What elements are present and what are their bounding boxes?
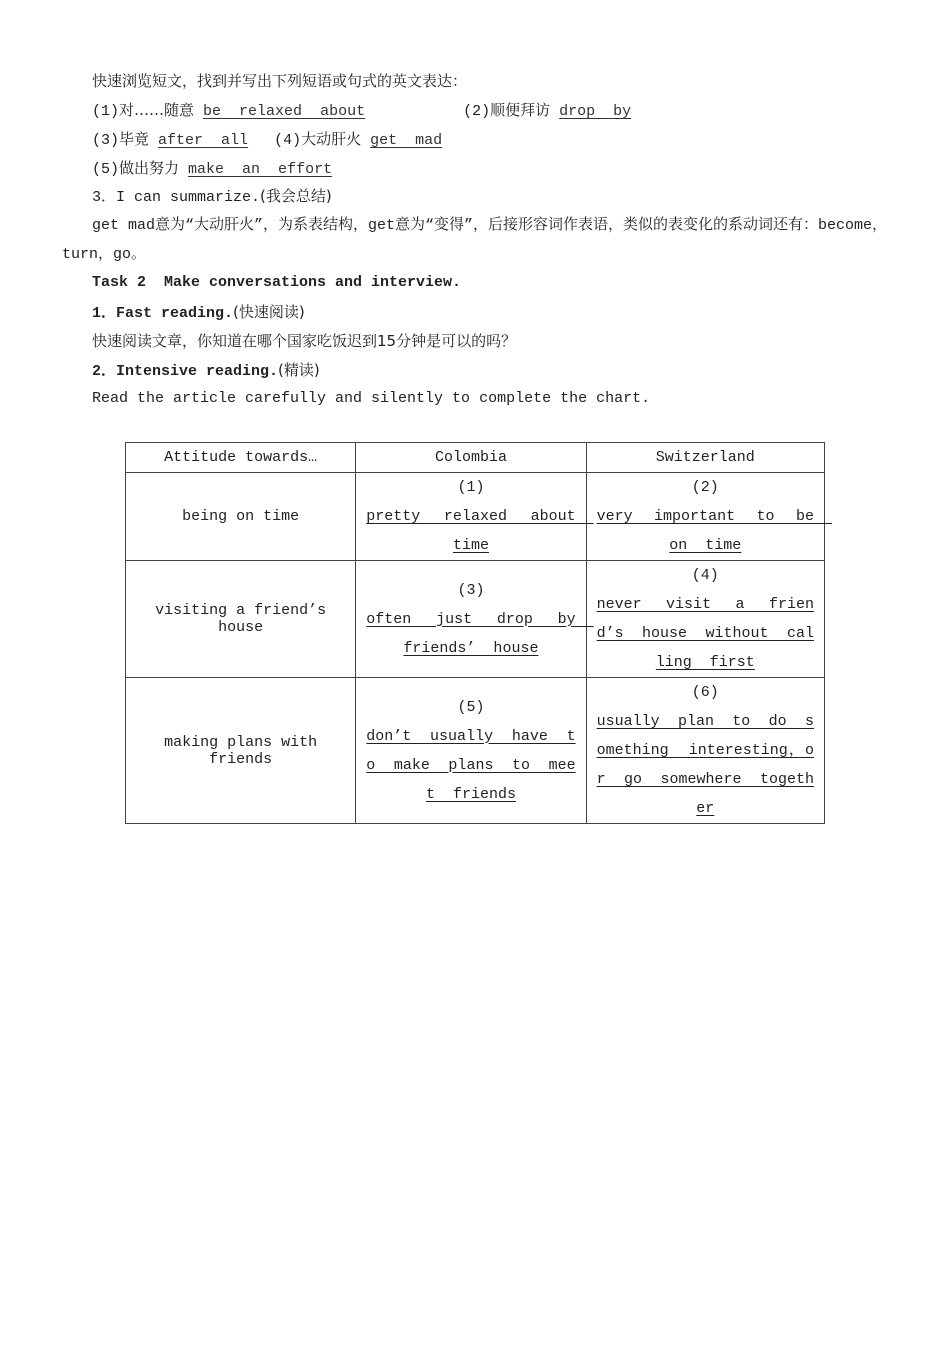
phrase-answer: make an effort [188, 161, 333, 178]
phrase-answer: drop by [559, 103, 632, 120]
table-row [126, 678, 825, 824]
phrase-line-1 [92, 99, 631, 123]
phrase-line-3 [92, 157, 332, 181]
phrase-num: (1) [92, 103, 120, 120]
phrase-num: (5) [92, 161, 120, 178]
switzerland-cell: (4) never visit a friend’s house without calling first [586, 561, 824, 678]
summary-paragraph: get mad意为“大动肝火”，为系表结构，get意为“变得”，后接形容词作表语，类似的表变化的系动词还有：become，turn，go。 [62, 217, 888, 263]
phrase-zh: 顺便拜访 [490, 101, 551, 119]
phrase-zh: 做出努力 [119, 159, 180, 177]
attitude-chart [125, 442, 833, 824]
phrase-num: (3) [92, 132, 120, 149]
fast-reading-heading: 1．Fast reading.(快速阅读) [92, 303, 305, 322]
phrase-zh: 毕竟 [119, 130, 150, 148]
phrase-zh: 对……随意 [119, 101, 195, 119]
table-header-row [126, 443, 825, 473]
header-colombia: Colombia [356, 443, 586, 473]
header-attitude: Attitude towards… [126, 443, 356, 473]
colombia-cell: (1) pretty relaxed about time [356, 473, 586, 561]
row-label: visiting a friend’s house [126, 561, 356, 678]
intro-line: 快速浏览短文，找到并写出下列短语或句式的英文表达： [92, 72, 468, 90]
summary-heading: 3．I can summarize.(我会总结) [92, 187, 332, 206]
intensive-reading-heading: 2．Intensive reading.(精读) [92, 361, 320, 380]
row-label: making plans with friends [126, 678, 356, 824]
colombia-cell: (3) often just drop by friends’ house [356, 561, 586, 678]
switzerland-cell: (2) very important to be on time [586, 473, 824, 561]
phrase-answer: be relaxed about [203, 103, 366, 120]
phrase-zh: 大动肝火 [301, 130, 362, 148]
header-switzerland: Switzerland [586, 443, 824, 473]
phrase-answer: after all [158, 132, 249, 149]
table-row [126, 473, 825, 561]
switzerland-cell: (6) usually plan to do something interesting，or go somewhere together [586, 678, 824, 824]
phrase-num: (4) [274, 132, 302, 149]
instruction-line: Read the article carefully and silently to complete the chart. [92, 390, 651, 407]
colombia-cell: (5) don’t usually have to make plans to meet friends [356, 678, 586, 824]
phrase-answer: get mad [370, 132, 443, 149]
table-row [126, 561, 825, 678]
phrase-num: (2) [463, 103, 491, 120]
row-label: being on time [126, 473, 356, 561]
task2-heading: Task 2 Make conversations and interview. [92, 274, 462, 291]
phrase-line-2 [92, 128, 442, 152]
fast-reading-question: 快速阅读文章，你知道在哪个国家吃饭迟到15分钟是可以的吗？ [92, 332, 517, 350]
